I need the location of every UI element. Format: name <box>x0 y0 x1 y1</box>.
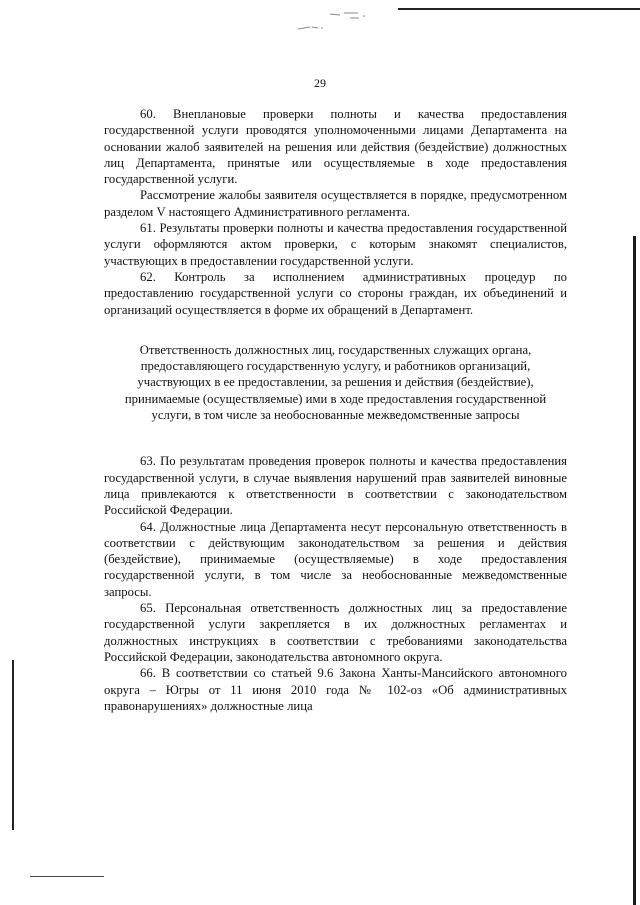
scan-bottom-rule <box>30 876 104 877</box>
paragraph-64: 64. Должностные лица Департамента несут персональную ответственность в соответствии с действующим законодательством за решения и действия (бездействие), принимаемые (осуществляемые) в ходе предоставления государственной услуги, в том числе за необоснованные межведомственные запросы. <box>104 519 567 599</box>
scan-left-rule <box>12 660 14 830</box>
scan-right-rule <box>633 236 636 905</box>
paragraph-60: 60. Внеплановые проверки полноты и качества предоставления государственной услуги проводятся уполномоченными лицами Департамента на основании жалоб заявителей на решения или действия (бездействие) должностных лиц Департамента, принятые или осуществляемые в ходе предоставления государственной услуги. <box>104 107 567 187</box>
paragraph-66: 66. В соответствии со статьей 9.6 Закона Ханты-Мансийского автономного округа – Югры от 11 июня 2010 года № 102-оз «Об административных правонарушениях» должностные лица <box>104 666 567 713</box>
scan-top-rule <box>398 8 640 10</box>
paragraph-complaint-review: Рассмотрение жалобы заявителя осуществляется в порядке, предусмотренном разделом V настоящего Административного регламента. <box>104 188 567 219</box>
paragraph-61: 61. Результаты проверки полноты и качества предоставления государственной услуги оформляются актом проверки, с которым знакомят специалистов, участвующих в предоставлении государственной услуги. <box>104 221 567 268</box>
document-body <box>104 106 567 714</box>
scan-top-speckles <box>292 10 376 32</box>
page-number: 29 <box>314 76 326 90</box>
paragraph-63: 63. По результатам проведения проверок полноты и качества предоставления государственной услуги, в случае выявления нарушений прав заявителей виновные лица привлекаются к ответственности в соответствии с законодательством Российской Федерации. <box>104 454 567 518</box>
section-heading: Ответственность должностных лиц, государственных служащих органа, предоставляющего государственную услугу, и работников организаций, участвующих в ее предоставлении, за решения и действия (бездействие), принимаемые (осуществляемые) ими в ходе предоставления государственной услуги, в том числе за необоснованные межведомственные запросы <box>124 342 547 423</box>
paragraph-62: 62. Контроль за исполнением административных процедур по предоставлению государственной услуги со стороны граждан, их объединений и организаций осуществляется в форме их обращений в Департамент. <box>104 269 567 317</box>
paragraph-65: 65. Персональная ответственность должностных лиц за предоставление государственной услуги закрепляется в их должностных регламентах и должностных инструкциях в соответствии с требованиями законодательства Российской Федерации, законодательства автономного округа. <box>104 601 567 664</box>
